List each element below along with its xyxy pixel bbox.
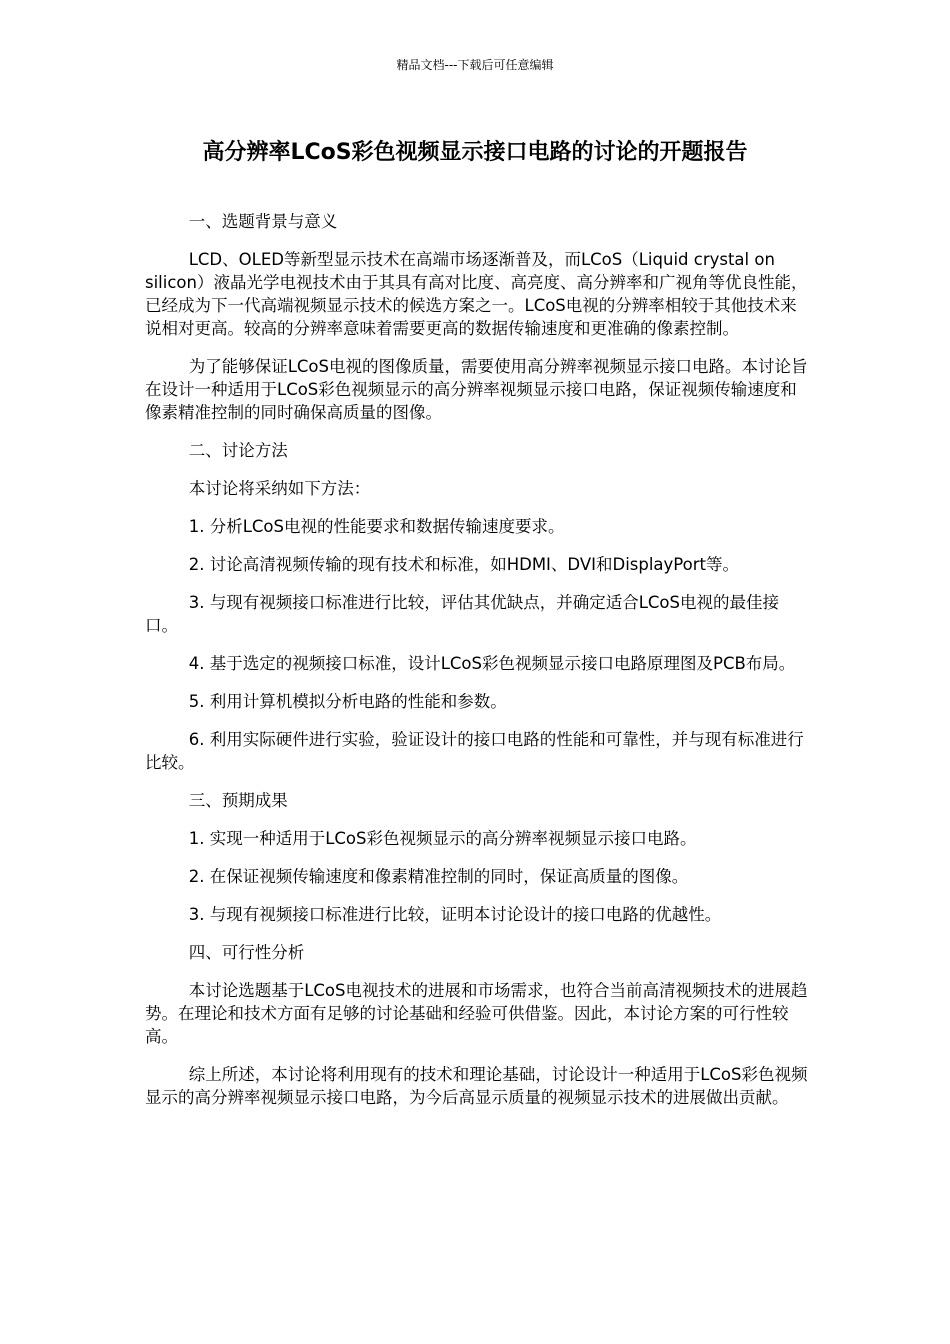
document-title: 高分辨率LCoS彩色视频显示接口电路的讨论的开题报告 [202, 140, 748, 165]
section-heading-results: 三、预期成果 [188, 791, 288, 810]
list-item: 2. 在保证视频传输速度和像素精准控制的同时，保证高质量的图像。 [188, 867, 689, 886]
body-paragraph: 本讨论选题基于LCoS电视技术的进展和市场需求，也符合当前高清视频技术的进展趋势。在理论和技术方面有足够的讨论基础和经验可供借鉴。因此，本讨论方案的可行性较高。 [145, 981, 808, 1046]
body-paragraph: 为了能够保证LCoS电视的图像质量，需要使用高分辨率视频显示接口电路。本讨论旨在设计一种适用于LCoS彩色视频显示的高分辨率视频显示接口电路，保证视频传输速度和像素精准控制的同时确保高质量的图像。 [145, 357, 808, 422]
section-heading-method: 二、讨论方法 [188, 441, 288, 460]
list-item: 5. 利用计算机模拟分析电路的性能和参数。 [188, 692, 507, 711]
list-item: 1. 实现一种适用于LCoS彩色视频显示的高分辨率视频显示接口电路。 [188, 829, 697, 848]
body-paragraph: LCD、OLED等新型显示技术在高端市场逐渐普及，而LCoS（Liquid crystal on silicon）液晶光学电视技术由于其具有高对比度、高亮度、高分辨率和广视角等优良性能，已经成为下一代高端视频显示技术的候选方案之一。LCoS电视的分辨率相较于其他技术来说相对更高。较高的分辨率意味着需要更高的数据传输速度和更准确的像素控制。 [145, 250, 808, 338]
list-item: 3. 与现有视频接口标准进行比较，证明本讨论设计的接口电路的优越性。 [188, 905, 722, 924]
list-item: 4. 基于选定的视频接口标准，设计LCoS彩色视频显示接口电路原理图及PCB布局。 [188, 654, 796, 673]
page-header-note: 精品文档---下载后可任意编辑 [396, 58, 554, 72]
body-paragraph: 综上所述，本讨论将利用现有的技术和理论基础，讨论设计一种适用于LCoS彩色视频显示的高分辨率视频显示接口电路，为今后高显示质量的视频显示技术的进展做出贡献。 [145, 1065, 808, 1107]
list-item: 1. 分析LCoS电视的性能要求和数据传输速度要求。 [188, 517, 565, 536]
body-paragraph: 本讨论将采纳如下方法： [188, 479, 371, 498]
list-item: 2. 讨论高清视频传输的现有技术和标准，如HDMI、DVI和DisplayPort等。 [188, 555, 740, 574]
section-heading-background: 一、选题背景与意义 [188, 212, 338, 231]
document-body [145, 210, 809, 1124]
list-item: 6. 利用实际硬件进行实验，验证设计的接口电路的性能和可靠性，并与现有标准进行比较。 [145, 730, 804, 772]
section-heading-feasibility: 四、可行性分析 [188, 943, 305, 962]
list-item: 3. 与现有视频接口标准进行比较，评估其优缺点，并确定适合LCoS电视的最佳接口。 [145, 593, 779, 635]
